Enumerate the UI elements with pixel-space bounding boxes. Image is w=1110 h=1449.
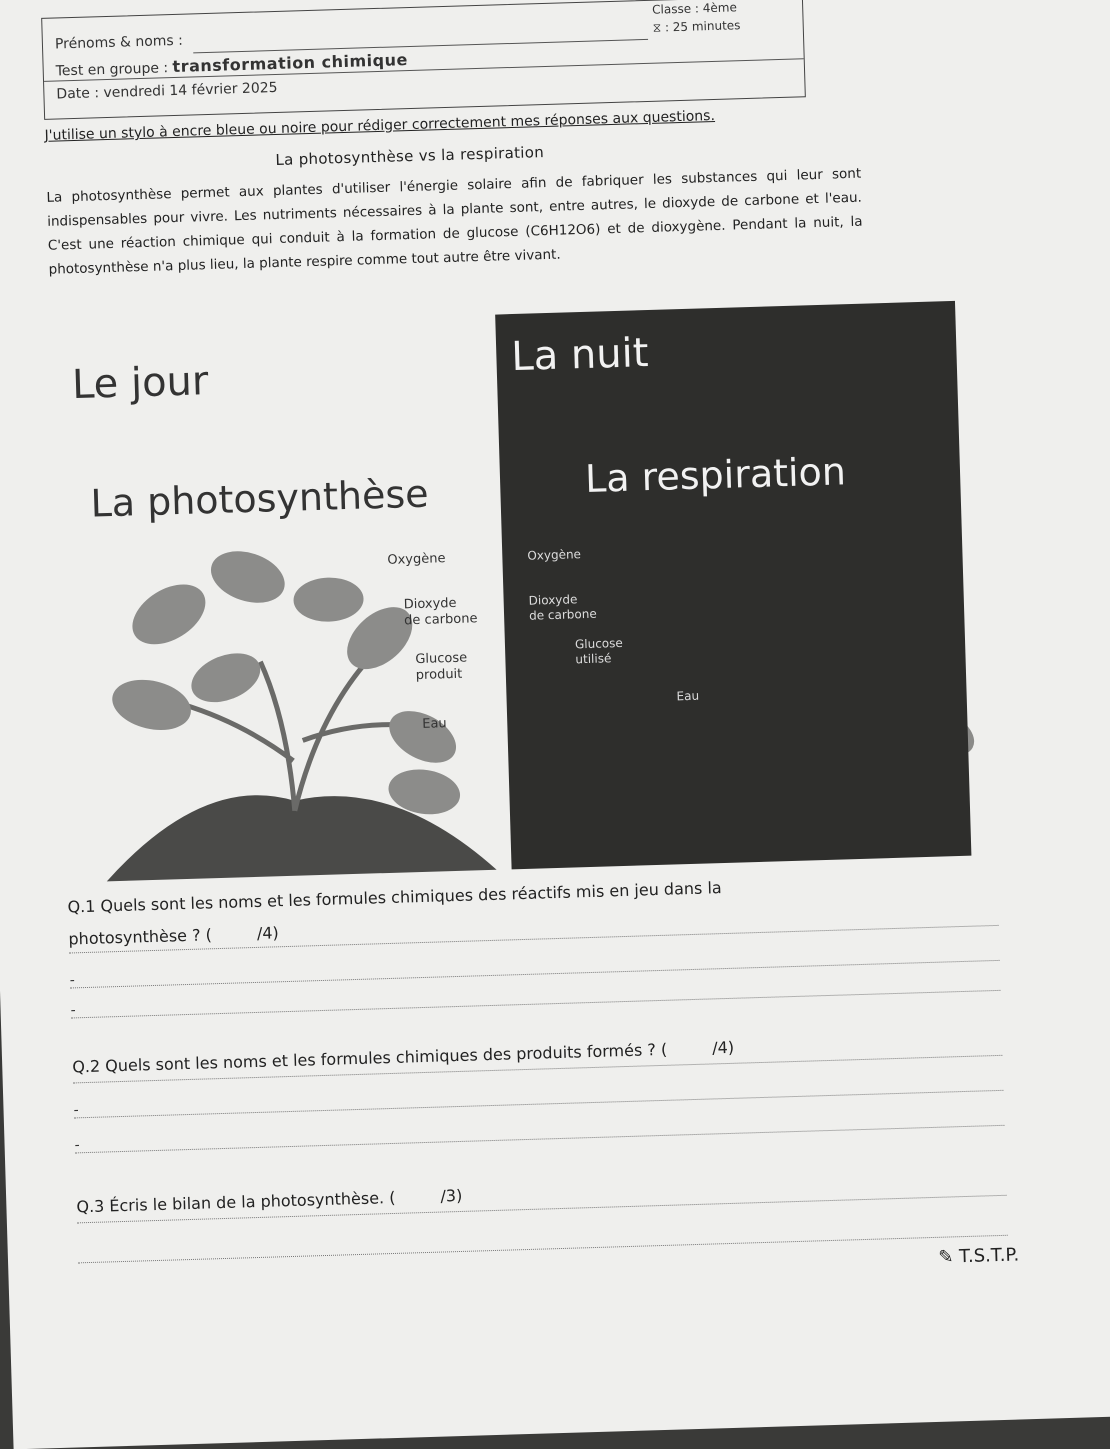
day-water-label: Eau <box>422 716 447 732</box>
question-3-text: Q.3 Écris le bilan de la photosynthèse. ( <box>76 1187 396 1217</box>
question-1-points: /4) <box>256 923 280 943</box>
night-co2-label-b: de carbone <box>528 606 597 623</box>
date-label: Date : vendredi 14 février 2025 <box>56 79 278 103</box>
day-glucose-label-a: Glucose <box>415 650 468 668</box>
question-2 <box>72 1038 734 1077</box>
question-1-text: photosynthèse ? ( <box>68 925 213 949</box>
night-glucose-label-b: utilisé <box>575 651 612 667</box>
test-label: Test en groupe : <box>55 60 169 80</box>
answer-line <box>71 990 1001 1019</box>
photosynthesis-illustration <box>50 280 997 887</box>
test-title: transformation chimique <box>172 50 409 77</box>
night-oxygen-label: Oxygène <box>527 547 582 563</box>
header-box <box>41 0 806 120</box>
instruction: J'utilise un stylo à encre bleue ou noire pour rédiger correctement mes réponses aux questions. <box>44 107 716 144</box>
subtitle: La photosynthèse vs la respiration <box>275 143 545 170</box>
class-label: Classe : 4ème <box>651 0 738 17</box>
question-2-points: /4) <box>711 1037 735 1058</box>
header-divider <box>193 39 648 53</box>
answer-dash: - <box>73 1102 79 1119</box>
question-1-line-a: Q.1 Quels sont les noms et les formules chimiques des réactifs mis en jeu dans la <box>67 878 722 917</box>
names-label: Prénoms & noms : <box>54 32 184 53</box>
answer-dash: - <box>70 1002 76 1019</box>
answer-line <box>70 960 1000 989</box>
question-1-line-b <box>68 923 279 948</box>
answer-line <box>78 1235 1008 1264</box>
footer-signature: ✎ T.S.T.P. <box>938 1244 1020 1268</box>
answer-line <box>74 1090 1004 1119</box>
night-water-label: Eau <box>676 688 700 704</box>
night-title: La nuit <box>510 330 650 381</box>
answer-dash: - <box>69 972 76 989</box>
question-2-text: Q.2 Quels sont les noms et les formules chimiques des produits formés ? ( <box>72 1039 668 1077</box>
day-title: Le jour <box>71 358 209 409</box>
question-3-points: /3) <box>440 1185 463 1206</box>
night-panel <box>495 301 971 869</box>
night-glucose-label-a: Glucose <box>574 635 623 652</box>
day-glucose-label-b: produit <box>415 666 463 684</box>
intro-paragraph: La photosynthèse permet aux plantes d'utiliser l'énergie solaire afin de fabriquer les substances qui leur sont indispensables pour vivre. Les nutriments nécessaires à la plante sont, entre autres, le dioxyde de carbone et l'eau. C'est une réaction chimique qui conduit à la formation de glucose (C6H12O6) et de dioxygène. Pendant la nuit, la photosynthèse n'a plus lieu, la plante respire comme tout autre être vivant. <box>46 165 863 278</box>
duration-label: ⧖ : 25 minutes <box>652 18 741 35</box>
day-co2-label-a: Dioxyde <box>403 595 457 613</box>
day-oxygen-label: Oxygène <box>387 551 446 568</box>
day-plant-icon <box>97 534 497 881</box>
answer-line <box>75 1125 1005 1154</box>
night-co2-label-a: Dioxyde <box>528 592 578 608</box>
answer-dash: - <box>74 1137 80 1154</box>
worksheet <box>41 0 1041 1268</box>
photosynthesis-title: La photosynthèse <box>89 471 430 526</box>
respiration-title: La respiration <box>584 449 847 501</box>
day-co2-label-b: de carbone <box>403 611 478 629</box>
